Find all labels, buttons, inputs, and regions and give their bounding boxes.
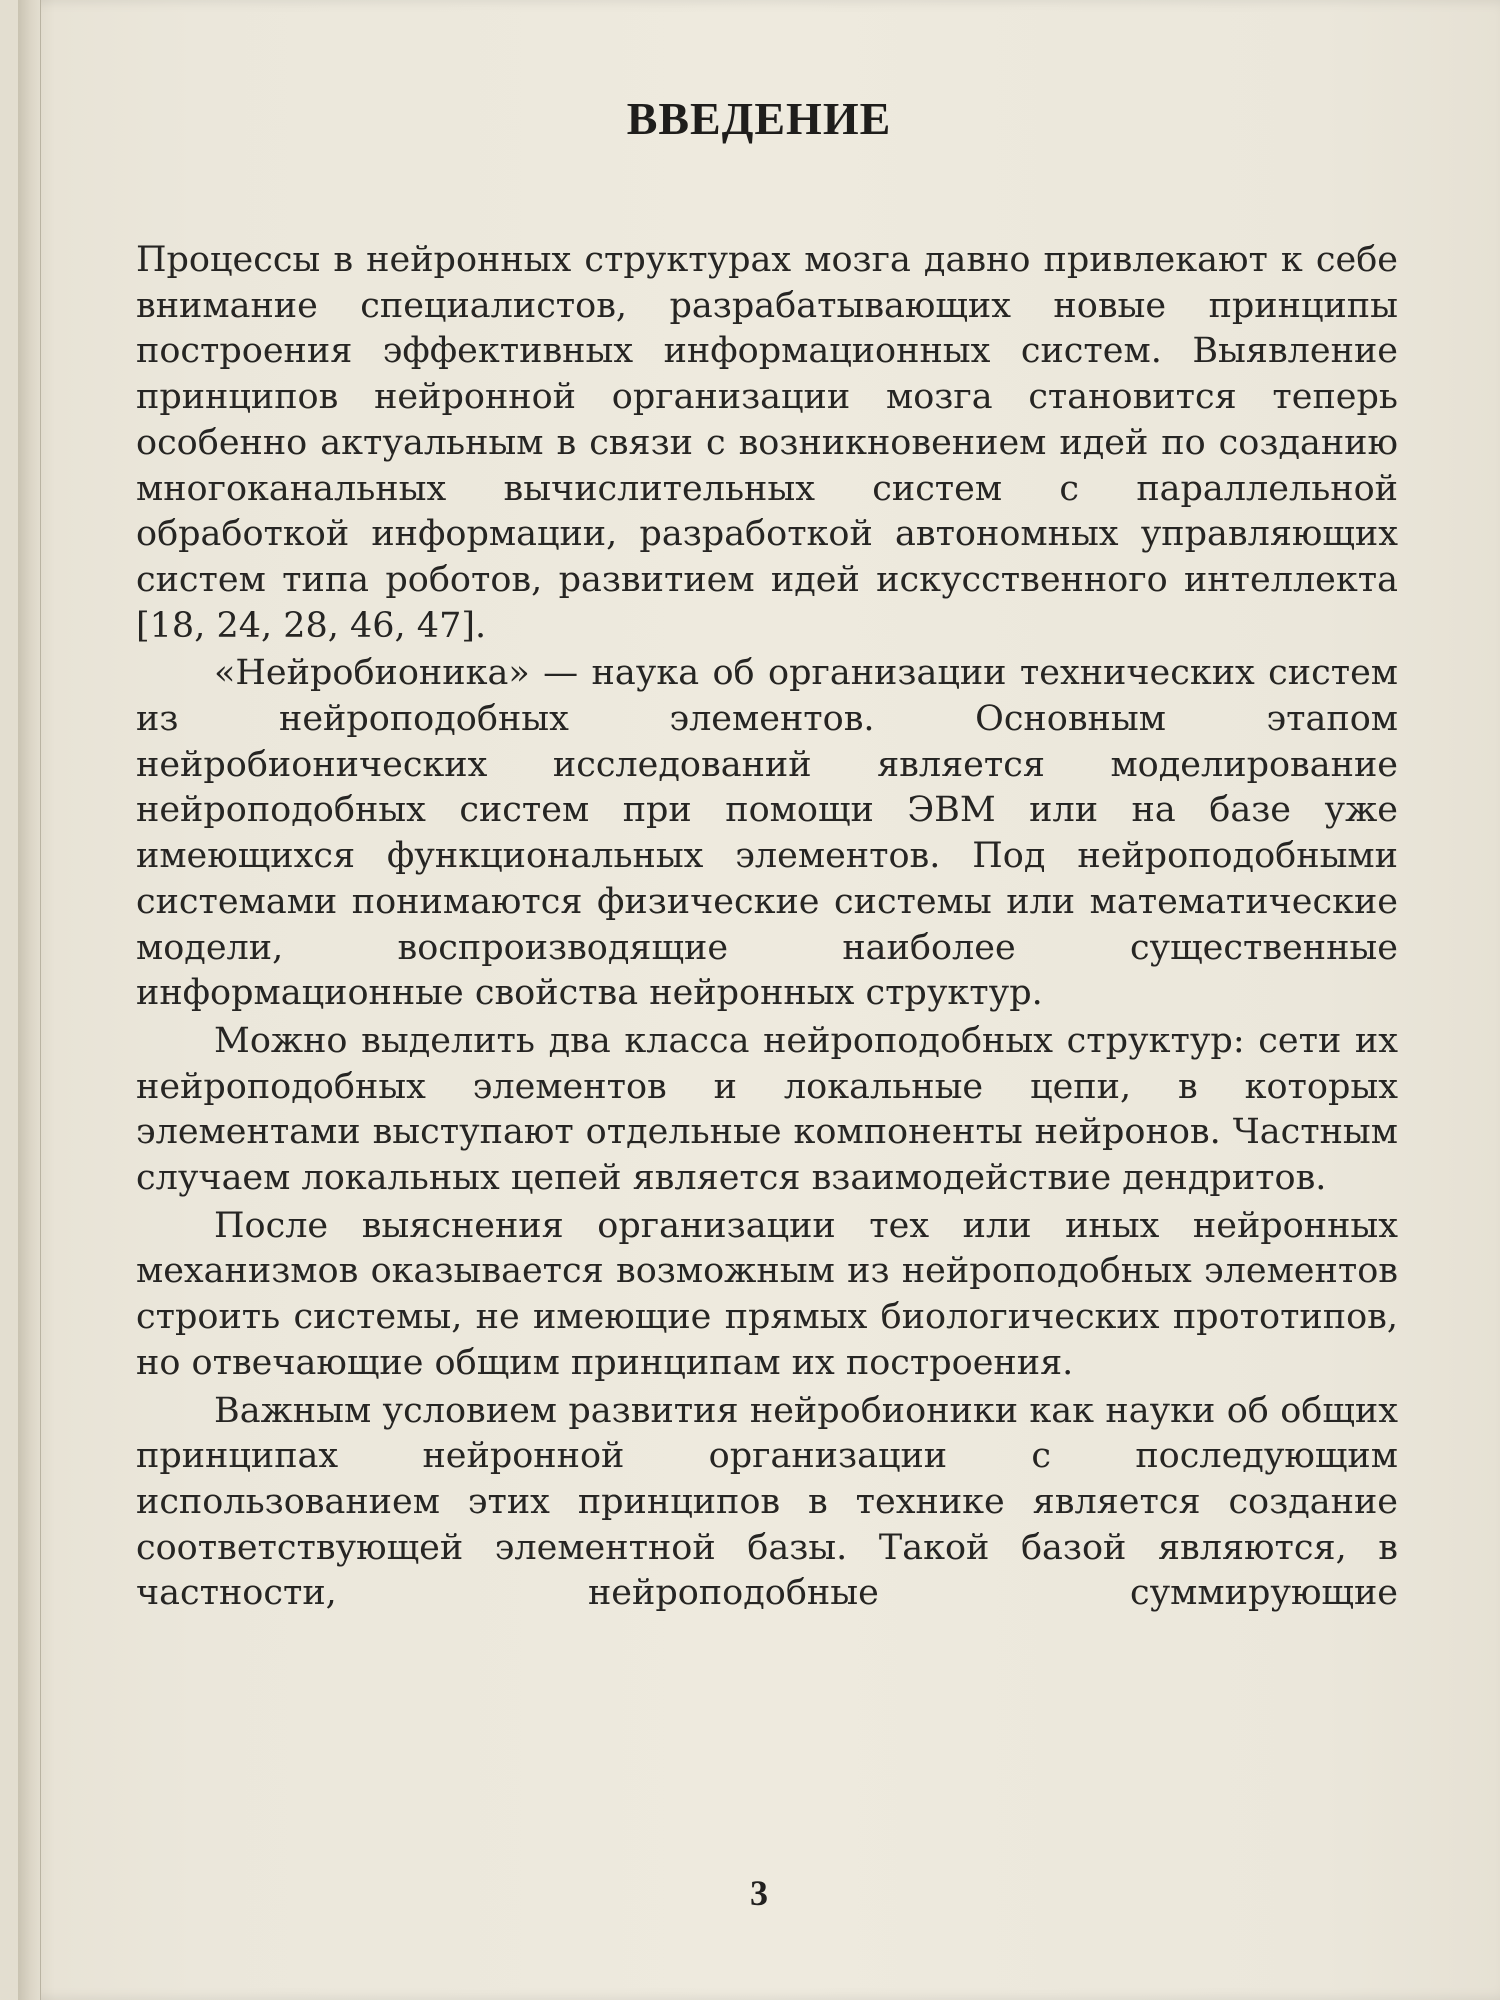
paragraph-3: Можно выделить два класса нейроподобных структур: сети их нейроподобных элементов и локальные цепи, в которых элементами выступают отдельные компоненты нейронов. Частным случаем локальных цепей является взаимодействие дендритов. xyxy=(136,1020,1398,1199)
chapter-title: ВВЕДЕНИЕ xyxy=(626,93,892,144)
paragraph-5: Важным условием развития нейробионики как науки об общих принципах нейронной организации с последующим использованием этих принципов в технике является создание соответствующей элементной базы. Такой базой являются, в частности, нейроподобные суммирующие xyxy=(136,1390,1398,1614)
page-binding-edge xyxy=(18,0,41,2000)
page-number: 3 xyxy=(750,1873,768,1913)
paragraph-2: «Нейробионика» — наука об организации технических систем из нейроподобных элементов. Основным этапом нейробионических исследований является моделирование нейроподобных систем при помощи ЭВМ или на базе уже имеющихся функциональных элементов. Под нейроподобными системами понимаются физические системы или математические модели, воспроизводящие наиболее существенные информационные свойства нейронных структур. xyxy=(136,653,1398,1014)
body-text xyxy=(136,238,1398,1617)
paragraph-1: Процессы в нейронных структурах мозга давно привлекают к себе внимание специалистов, разрабатывающих новые принципы построения эффективных информационных систем. Выявление принципов нейронной организации мозга становится теперь особенно актуальным в связи с возникновением идей по созданию многоканальных вычислительных систем с параллельной обработкой информации, разработкой автономных управляющих систем типа роботов, развитием идей искусственного интеллекта [18, 24, 28, 46, 47]. xyxy=(136,240,1398,646)
paragraph-4: После выяснения организации тех или иных нейронных механизмов оказывается возможным из нейроподобных элементов строить системы, не имеющие прямых биологических прототипов, но отвечающие общим принципам их построения. xyxy=(136,1205,1398,1383)
book-page xyxy=(18,0,1500,2000)
